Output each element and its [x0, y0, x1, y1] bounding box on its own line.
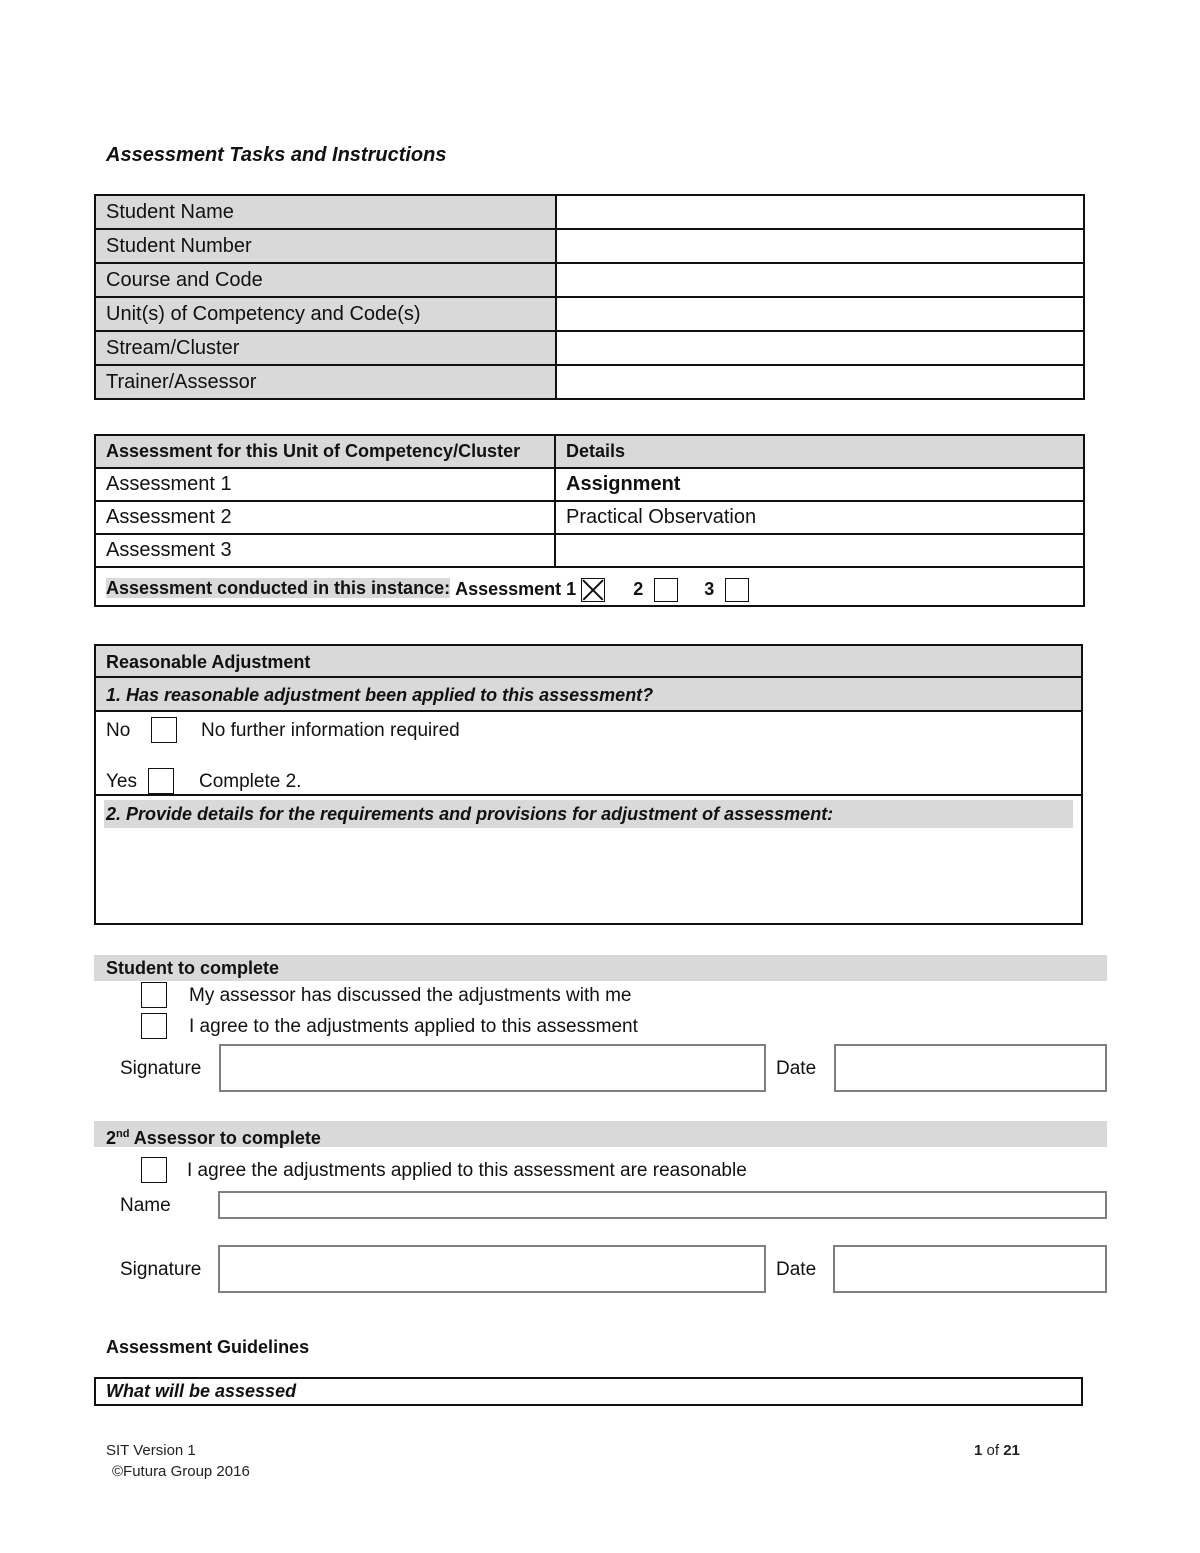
date-label: Date: [776, 1058, 817, 1079]
assessment-label: Assessment 2: [95, 501, 555, 534]
option-3-label: 3: [704, 578, 715, 599]
row-label: Unit(s) of Competency and Code(s): [95, 297, 556, 331]
assessment-label: Assessment 3: [95, 534, 555, 567]
student-section-heading: Student to complete: [94, 955, 1107, 981]
assessment-detail: Assignment: [555, 468, 1084, 501]
conducted-row: [95, 567, 1084, 606]
assessment-table: [94, 434, 1085, 607]
table-row: [95, 229, 1084, 263]
assessor2-section-heading: [94, 1121, 1107, 1147]
check-label: My assessor has discussed the adjustments with me: [189, 985, 632, 1006]
table-row: [95, 195, 1084, 229]
assessor-signature-field[interactable]: [218, 1245, 766, 1293]
unit-competency-field[interactable]: [556, 297, 1084, 331]
table-row: [95, 501, 1084, 534]
heading-superscript: nd: [116, 1128, 130, 1140]
student-number-field[interactable]: [556, 229, 1084, 263]
no-label: No: [106, 720, 131, 741]
assessment-detail[interactable]: [555, 534, 1084, 567]
guidelines-heading: Assessment Guidelines: [106, 1337, 310, 1357]
column-header: Assessment for this Unit of Competency/Cluster: [95, 435, 555, 468]
row-label: Trainer/Assessor: [95, 365, 556, 399]
row-label: Course and Code: [95, 263, 556, 297]
question-2: 2. Provide details for the requirements and provisions for adjustment of assessment:: [104, 800, 1073, 828]
table-row: [95, 468, 1084, 501]
table-row: [95, 365, 1084, 399]
assessor-discussed-checkbox[interactable]: [141, 982, 167, 1008]
row-label: Stream/Cluster: [95, 331, 556, 365]
yes-checkbox[interactable]: [148, 768, 174, 794]
no-note: No further information required: [201, 720, 460, 741]
table-row: [95, 297, 1084, 331]
what-assessed-box: What will be assessed: [94, 1377, 1083, 1406]
heading-number: 2: [106, 1128, 117, 1148]
student-name-field[interactable]: [556, 195, 1084, 229]
assessment-3-checkbox[interactable]: [725, 578, 749, 602]
signature-label: Signature: [120, 1058, 202, 1079]
page-title: Assessment Tasks and Instructions: [106, 144, 447, 166]
check-label: I agree the adjustments applied to this assessment are reasonable: [187, 1160, 747, 1181]
table-header-row: [95, 435, 1084, 468]
yes-note: Complete 2.: [199, 771, 302, 792]
assessor-agree-checkbox[interactable]: [141, 1157, 167, 1183]
student-details-table: [94, 194, 1085, 400]
stream-cluster-field[interactable]: [556, 331, 1084, 365]
table-row: [95, 534, 1084, 567]
adjustment-details-area[interactable]: [104, 832, 1073, 920]
yes-label: Yes: [106, 771, 137, 792]
footer-version: SIT Version 1: [106, 1442, 196, 1459]
footer-copyright: ©Futura Group 2016: [112, 1463, 250, 1480]
question-1: 1. Has reasonable adjustment been applied to this assessment?: [96, 678, 1081, 712]
reasonable-adjustment-heading: Reasonable Adjustment: [96, 646, 1081, 678]
column-header: Details: [555, 435, 1084, 468]
conducted-label: Assessment conducted in this instance:: [106, 578, 451, 599]
assessment-label: Assessment 1: [95, 468, 555, 501]
student-date-field[interactable]: [834, 1044, 1107, 1092]
table-row: [95, 263, 1084, 297]
page-number: [974, 1442, 1020, 1459]
no-checkbox[interactable]: [151, 717, 177, 743]
date-label: Date: [776, 1259, 817, 1280]
heading-text: Assessor to complete: [129, 1128, 321, 1148]
student-signature-field[interactable]: [219, 1044, 766, 1092]
course-code-field[interactable]: [556, 263, 1084, 297]
agree-adjustments-checkbox[interactable]: [141, 1013, 167, 1039]
page-total: 21: [1003, 1442, 1020, 1459]
assessment-detail: Practical Observation: [555, 501, 1084, 534]
assessment-1-checkbox[interactable]: [581, 578, 605, 602]
conducted-prefix: Assessment 1: [455, 578, 577, 599]
trainer-assessor-field[interactable]: [556, 365, 1084, 399]
page-current: 1: [974, 1442, 983, 1459]
row-label: Student Name: [95, 195, 556, 229]
name-label: Name: [120, 1195, 171, 1216]
assessor-name-field[interactable]: [218, 1191, 1107, 1219]
signature-label: Signature: [120, 1259, 202, 1280]
option-2-label: 2: [633, 578, 644, 599]
check-label: I agree to the adjustments applied to this assessment: [189, 1016, 638, 1037]
assessment-2-checkbox[interactable]: [654, 578, 678, 602]
page-of: of: [982, 1442, 1004, 1459]
divider: [96, 794, 1081, 796]
table-row: [95, 331, 1084, 365]
assessor-date-field[interactable]: [833, 1245, 1107, 1293]
row-label: Student Number: [95, 229, 556, 263]
